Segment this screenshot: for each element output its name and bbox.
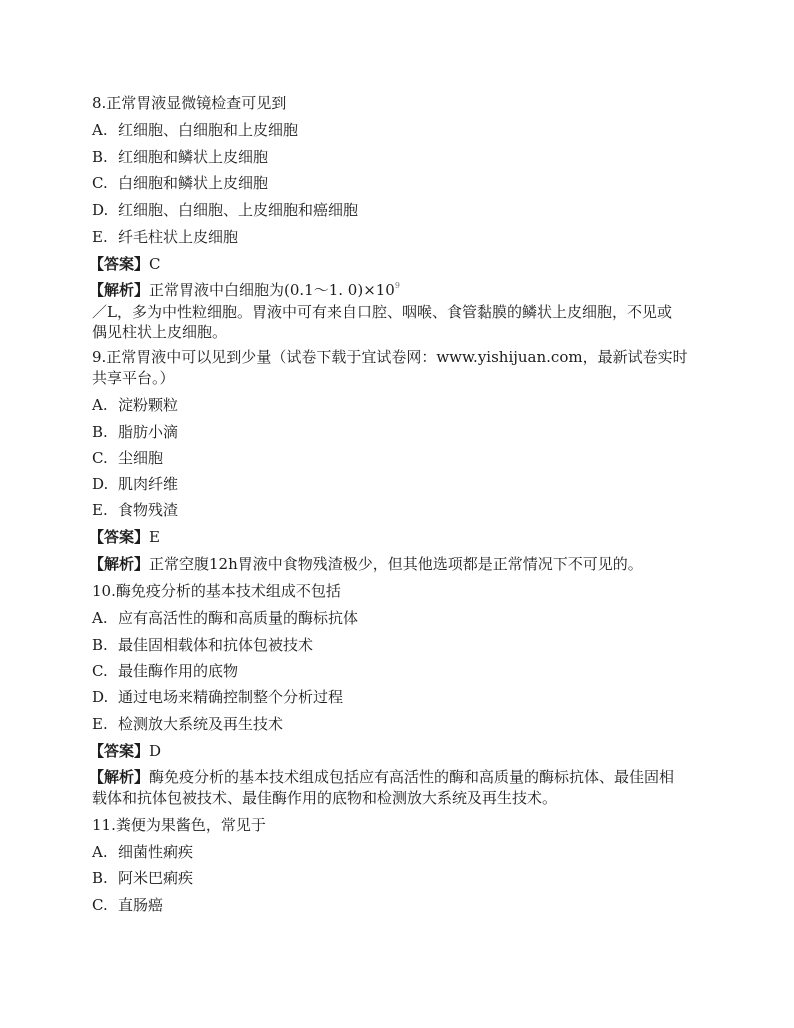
option-text: 纤毛柱状上皮细胞 — [118, 228, 239, 246]
analysis-text: 正常空腹12h胃液中食物残渣极少，但其他选项都是正常情况下不可见的。 — [149, 555, 643, 573]
analysis-label: 【解析】 — [89, 281, 150, 299]
option-text: 最佳酶作用的底物 — [118, 662, 239, 680]
option-letter: D. — [92, 201, 109, 219]
analysis-line: 偶见柱状上皮细胞。 — [92, 323, 228, 341]
option-a — [92, 608, 358, 628]
analysis-label: 【解析】 — [89, 768, 150, 786]
option-c — [92, 661, 238, 681]
option-c — [92, 448, 163, 468]
answer-line — [89, 254, 161, 274]
answer-line — [89, 741, 162, 761]
option-letter: B. — [92, 869, 108, 887]
exponent: 9 — [394, 281, 400, 290]
option-letter: B. — [92, 148, 108, 166]
option-text: 红细胞和鳞状上皮细胞 — [118, 148, 269, 166]
option-letter: E. — [92, 228, 108, 246]
option-letter: E. — [92, 501, 108, 519]
question-stem: 11.粪便为果酱色，常见于 — [92, 816, 266, 834]
option-text: 直肠癌 — [118, 896, 164, 914]
option-text: 红细胞、白细胞、上皮细胞和癌细胞 — [118, 201, 359, 219]
option-letter: E. — [92, 715, 108, 733]
answer-label: 【答案】 — [89, 255, 150, 273]
option-letter: A. — [92, 396, 108, 414]
answer-line — [89, 527, 160, 547]
option-a — [92, 395, 178, 415]
option-letter: A. — [92, 121, 108, 139]
option-text: 细菌性痢疾 — [118, 843, 194, 861]
answer-value: C — [149, 255, 161, 273]
option-a — [92, 842, 193, 862]
analysis-text: 正常胃液中白细胞为(0.1～1. 0)×10 — [149, 281, 395, 299]
option-letter: A. — [92, 609, 108, 627]
option-e — [92, 227, 238, 247]
option-letter: B. — [92, 636, 108, 654]
option-a — [92, 120, 298, 140]
question-stem: 8.正常胃液显微镜检查可见到 — [92, 94, 287, 112]
analysis-line: ／L，多为中性粒细胞。胃液中可有来自口腔、咽喉、食管黏膜的鳞状上皮细胞，不见或 — [92, 303, 672, 321]
option-letter: D. — [92, 475, 109, 493]
option-letter: B. — [92, 423, 108, 441]
option-text: 应有高活性的酶和高质量的酶标抗体 — [118, 609, 359, 627]
analysis-label: 【解析】 — [89, 555, 150, 573]
option-b — [92, 868, 193, 888]
option-text: 通过电场来精确控制整个分析过程 — [118, 688, 344, 706]
option-letter: A. — [92, 843, 108, 861]
answer-value: E — [149, 528, 160, 546]
option-text: 淀粉颗粒 — [118, 396, 179, 414]
option-e — [92, 714, 283, 734]
option-c — [92, 895, 163, 915]
option-text: 最佳固相载体和抗体包被技术 — [118, 636, 314, 654]
option-text: 红细胞、白细胞和上皮细胞 — [118, 121, 299, 139]
option-b — [92, 422, 178, 442]
option-letter: D. — [92, 688, 109, 706]
option-text: 脂肪小滴 — [118, 423, 179, 441]
option-text: 白细胞和鳞状上皮细胞 — [118, 174, 269, 192]
option-e — [92, 500, 178, 520]
option-c — [92, 173, 268, 193]
option-text: 检测放大系统及再生技术 — [118, 715, 284, 733]
question-stem: 9.正常胃液中可以见到少量（试卷下载于宜试卷网：www.yishijuan.com，最新试卷实时 — [92, 348, 688, 366]
answer-label: 【答案】 — [89, 742, 150, 760]
option-text: 阿米巴痢疾 — [118, 869, 194, 887]
question-stem-continued: 共享平台。） — [92, 369, 175, 387]
option-d — [92, 687, 343, 707]
analysis-line — [89, 280, 400, 300]
option-b — [92, 147, 268, 167]
option-text: 食物残渣 — [118, 501, 179, 519]
analysis-text: 酶免疫分析的基本技术组成包括应有高活性的酶和高质量的酶标抗体、最佳固相 — [149, 768, 675, 786]
option-text: 尘细胞 — [118, 449, 164, 467]
answer-value: D — [149, 742, 162, 760]
option-b — [92, 635, 313, 655]
option-d — [92, 200, 358, 220]
option-d — [92, 474, 178, 494]
answer-label: 【答案】 — [89, 528, 150, 546]
question-stem: 10.酶免疫分析的基本技术组成不包括 — [92, 582, 341, 600]
option-letter: C. — [92, 662, 108, 680]
option-letter: C. — [92, 896, 108, 914]
analysis-line: 载体和抗体包被技术、最佳酶作用的底物和检测放大系统及再生技术。 — [92, 789, 558, 807]
option-letter: C. — [92, 449, 108, 467]
option-letter: C. — [92, 174, 108, 192]
option-text: 肌肉纤维 — [118, 475, 179, 493]
analysis-line — [89, 554, 643, 574]
analysis-line — [89, 767, 675, 787]
